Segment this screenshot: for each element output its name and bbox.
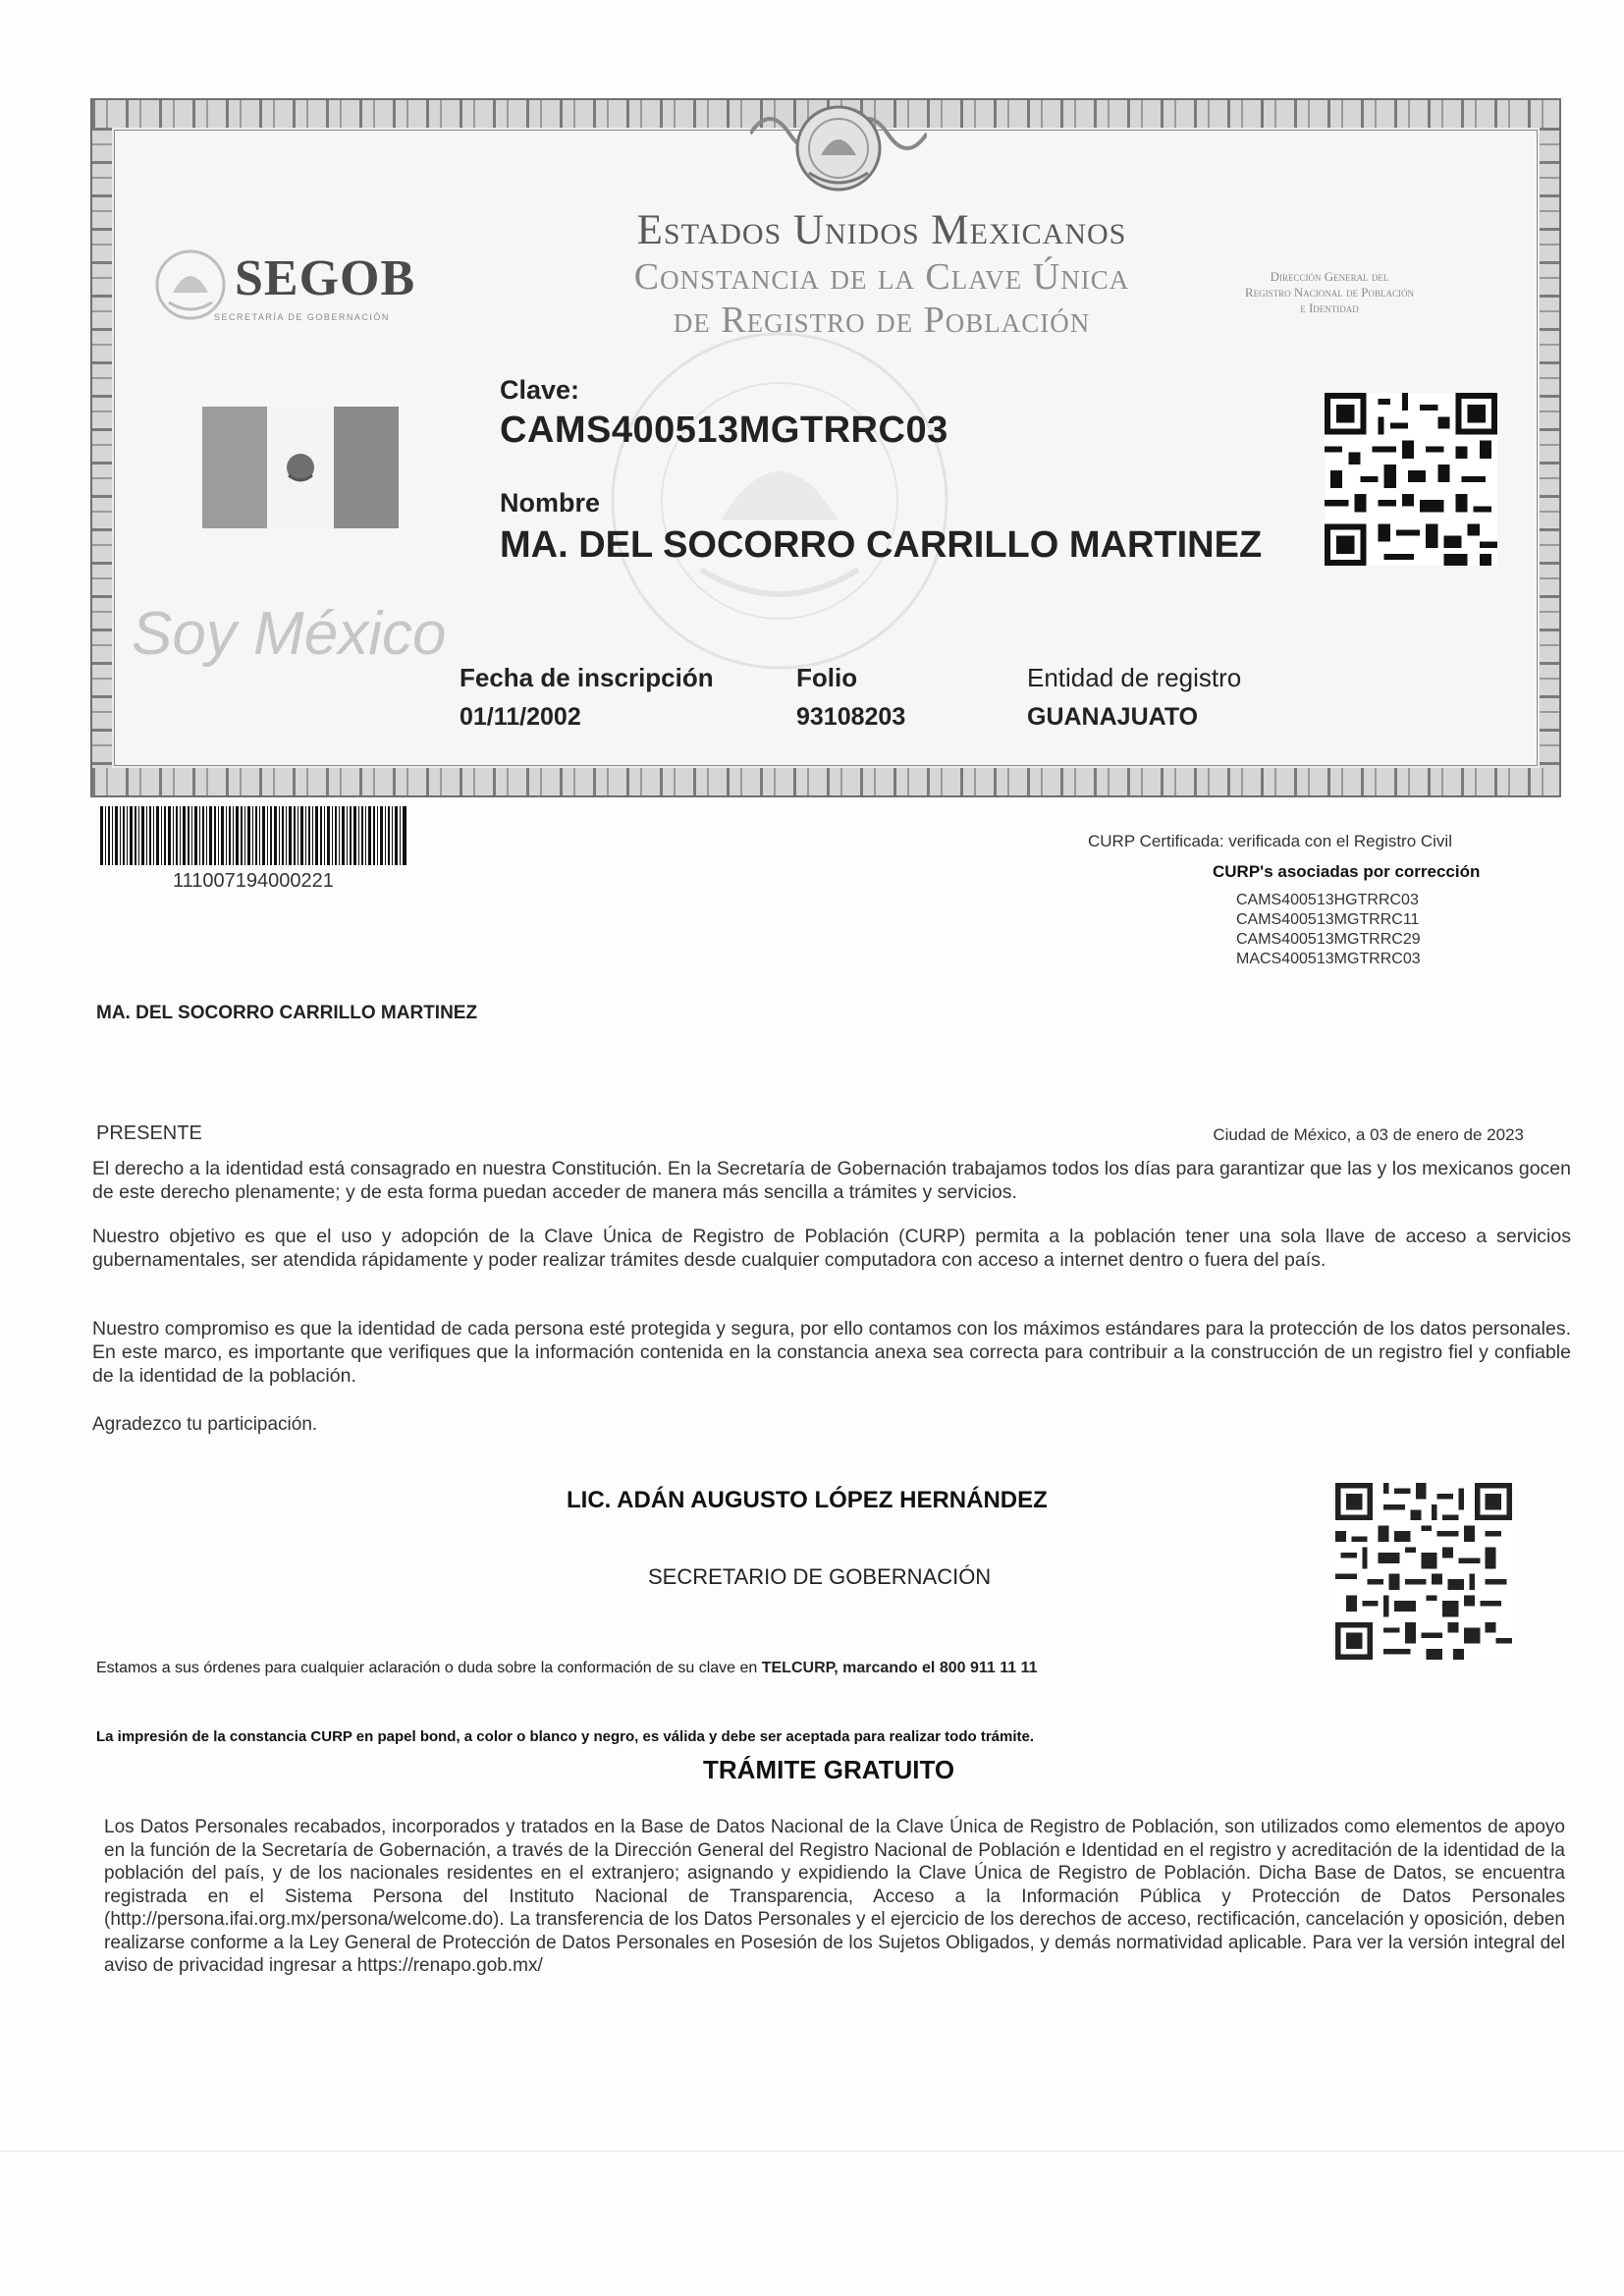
issuing-directorate: [1163, 269, 1496, 316]
watermark-seal-icon: [603, 324, 956, 678]
letter-closing: Agradezco tu participación.: [92, 1414, 318, 1435]
certificate-border-left: [92, 128, 112, 768]
folio-label: Folio: [796, 663, 858, 692]
national-seal-top-icon: [750, 94, 927, 202]
soy-mexico-slogan: Soy México: [132, 600, 447, 668]
list-item: CAMS400513HGTRRC03: [1236, 892, 1419, 908]
signer-name: LIC. ADÁN AUGUSTO LÓPEZ HERNÁNDEZ: [567, 1487, 1048, 1513]
signer-title: SECRETARIO DE GOBERNACIÓN: [648, 1564, 992, 1589]
letter-paragraph-3: Nuestro compromiso es que la identidad de cada persona esté protegida y segura, por ello contamos con los máximos estándares para la protección de los datos personales. En este marco, es importante que verifiques que la información contenida en la constancia anexa sea correcta para contribuir a la construcción de un registro fiel y confiable de la identidad de la población.: [92, 1318, 1571, 1387]
certificate-qr-code-icon: [1325, 393, 1497, 566]
letter-addressee: MA. DEL SOCORRO CARRILLO MARTINEZ: [96, 1003, 478, 1023]
nombre-label: Nombre: [500, 488, 601, 518]
barcode-icon: [100, 806, 406, 865]
curp-certificate: [90, 98, 1561, 797]
fecha-inscripcion-label: Fecha de inscripción: [460, 663, 714, 692]
letter-presente: PRESENTE: [96, 1122, 202, 1144]
telcurp-phone: TELCURP, marcando el 800 911 11 11: [761, 1660, 1038, 1676]
list-item: CAMS400513MGTRRC11: [1236, 911, 1420, 928]
folio-value: 93108203: [796, 703, 906, 731]
certificate-subtitle-line1: Constancia de la Clave Única: [633, 256, 1130, 298]
free-procedure-notice: TRÁMITE GRATUITO: [703, 1755, 955, 1784]
certificate-border-right: [1540, 128, 1559, 768]
letter-paragraph-2: Nuestro objetivo es que el uso y adopción de la Clave Única de Registro de Población (CURP) permita a la población tener una sola llave de acceso a servicios gubernamentales, ser atendida rápidamente y poder realizar trámites desde cualquier computadora con acceso a internet dentro o fuera del país.: [92, 1226, 1571, 1271]
issuing-directorate-line2: Registro Nacional de Población: [1244, 285, 1415, 300]
certificate-border-bottom: [92, 768, 1559, 795]
list-item: CAMS400513MGTRRC29: [1236, 931, 1421, 948]
clave-label: Clave:: [500, 375, 580, 405]
issuing-directorate-line3: e Identidad: [1300, 301, 1359, 315]
barcode-number: 111007194000221: [173, 870, 334, 892]
letter-qr-code-icon: [1335, 1483, 1512, 1660]
entidad-registro-label: Entidad de registro: [1027, 663, 1242, 692]
mexican-flag-icon: [202, 407, 399, 528]
letter-place-date: Ciudad de México, a 03 de enero de 2023: [1213, 1125, 1524, 1144]
issuing-directorate-line1: Dirección General del: [1270, 269, 1389, 284]
contact-text: Estamos a sus órdenes para cualquier aclaración o duda sobre la conformación de su clave en: [96, 1660, 758, 1676]
privacy-notice: Los Datos Personales recabados, incorporados y tratados en la Base de Datos Nacional de la Clave Única de Registro de Población, son utilizados como elementos de apoyo en la función de la Secretaría de Gobernación, a través de la Dirección General del Registro Nacional de Población e Identidad en el registro y acreditación de la identidad de la población del país, y de los nacionales residentes en el extranjero; asignando y expidiendo la Clave Única de Registro de Población. Dicha Base de Datos, se encuentra registrada en el Sistema Persona del Instituto Nacional de Transparencia, Acceso a la Información Pública y Protección de Datos Personales (http://persona.ifai.org.mx/persona/welcome.do). La transferencia de los Datos Personales y el ejercicio de los derechos de acceso, rectificación, cancelación y oposición, deben realizarse conforme a la Ley General de Protección de Datos Personales en Posesión de los Sujetos Obligados, y demás normatividad aplicable. Para ver la versión integral del aviso de privacidad ingresar a https://renapo.gob.mx/: [104, 1817, 1565, 1976]
letter-paragraph-1: El derecho a la identidad está consagrado en nuestra Constitución. En la Secretaría de Gobernación trabajamos todos los días para garantizar que las y los mexicanos gocen de este derecho plenamente; y de esta forma puedan acceder de manera más sencilla a trámites y servicios.: [92, 1158, 1571, 1203]
certificate-subtitle-line2: de Registro de Población: [673, 300, 1091, 341]
certificate-title: Estados Unidos Mexicanos: [636, 207, 1127, 253]
fecha-inscripcion-value: 01/11/2002: [460, 703, 581, 731]
nombre-value: MA. DEL SOCORRO CARRILLO MARTINEZ: [500, 524, 1263, 566]
entidad-registro-value: GUANAJUATO: [1027, 703, 1199, 731]
clave-value: CAMS400513MGTRRC03: [500, 410, 948, 451]
page-divider: [0, 2151, 1624, 2152]
segob-logo: SEGOB: [235, 250, 416, 306]
contact-line: [96, 1660, 1038, 1677]
curps-asociadas-title: CURP's asociadas por corrección: [1213, 862, 1481, 881]
segob-logo-subtitle: SECRETARÍA DE GOBERNACIÓN: [214, 312, 390, 322]
list-item: MACS400513MGTRRC03: [1236, 951, 1421, 967]
curp-certificada-note: CURP Certificada: verificada con el Registro Civil: [1088, 832, 1452, 850]
print-validity-notice: La impresión de la constancia CURP en papel bond, a color o blanco y negro, es válida y debe ser aceptada para realizar todo trámite.: [96, 1728, 1035, 1745]
curps-asociadas-list: [1236, 891, 1421, 969]
